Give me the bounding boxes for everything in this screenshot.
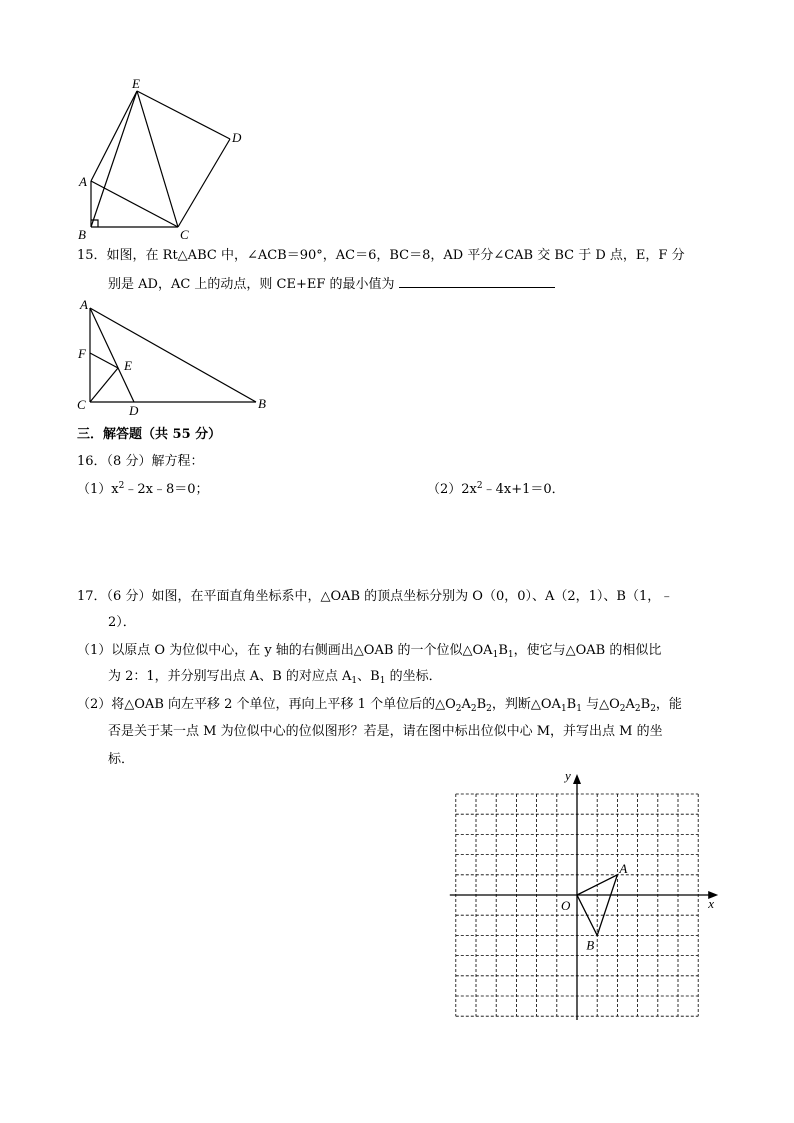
s: 2 <box>619 704 626 714</box>
s: 1 <box>379 676 386 686</box>
y-axis-arrow <box>573 774 581 784</box>
answer-blank[interactable] <box>399 275 555 288</box>
q16-p1-sup: 2 <box>118 481 125 491</box>
label-A: A <box>80 297 88 312</box>
q16-p2-post: ﹣4x+1＝0． <box>482 482 565 497</box>
coordinate-grid <box>448 770 728 1020</box>
t: ，判断△OA <box>491 697 561 712</box>
seg-AC <box>91 181 178 227</box>
figure-1 <box>70 72 260 242</box>
t: B <box>566 697 577 712</box>
q17-part2-line1 <box>77 696 682 714</box>
figure-2 <box>72 296 272 418</box>
q17-part2-line2: 否是关于某一点 M 为位似中心的位似图形？若是，请在图中标出位似中心 M，并写出点 M 的坐 <box>108 724 663 739</box>
label-A: A <box>79 174 87 189</box>
t: 为 2：1，并分别写出点 A、B 的对应点 A <box>108 669 352 684</box>
q16-part1 <box>77 481 209 499</box>
s: 2 <box>470 704 477 714</box>
q17-line2: 2）． <box>108 615 136 630</box>
s: 1 <box>507 650 514 660</box>
q17-line1: 17．（6 分）如图，在平面直角坐标系中，△OAB 的顶点坐标分别为 O（0，0）、A（2，1）、B（1，﹣ <box>77 589 674 604</box>
t: 的坐标． <box>385 669 442 684</box>
s: 2 <box>486 704 492 714</box>
q15-line2-text: 别是 AD，AC 上的动点，则 CE+EF 的最小值为 <box>108 277 395 292</box>
label-C: C <box>77 397 86 412</box>
q15-line2 <box>108 275 555 294</box>
s: 2 <box>650 704 656 714</box>
q16-p2-pre: （2）2x <box>427 482 477 497</box>
t: A <box>461 697 471 712</box>
origin-label: O <box>561 898 571 913</box>
q16-p2-sup: 2 <box>476 481 483 491</box>
t: B <box>640 697 651 712</box>
seg-FE <box>90 353 118 368</box>
seg-EB <box>91 91 137 227</box>
s: 1 <box>492 650 499 660</box>
seg-AE <box>91 91 137 181</box>
label-C: C <box>180 227 189 242</box>
t: （1）以原点 O 为位似中心，在 y 轴的右侧画出△OAB 的一个位似△OA <box>77 643 493 658</box>
s: 1 <box>560 704 567 714</box>
y-axis-label: y <box>565 770 571 783</box>
point-A-label: A <box>619 860 628 876</box>
t: ，能 <box>655 697 682 712</box>
t: （2）将△OAB 向左平移 2 个单位，再向上平移 1 个单位后的△O <box>77 697 456 712</box>
label-E: E <box>132 76 140 91</box>
q17-part1-line1 <box>77 642 661 660</box>
t: B <box>476 697 487 712</box>
seg-AD <box>90 308 134 402</box>
t: ，使它与△OAB 的相似比 <box>513 643 662 658</box>
label-E: E <box>124 358 132 373</box>
seg-CE <box>90 368 118 402</box>
s: 2 <box>455 704 462 714</box>
x-axis-label: x <box>708 896 714 911</box>
s: 1 <box>351 676 358 686</box>
label-D: D <box>129 403 139 418</box>
q17-part2-line3: 标． <box>108 752 135 767</box>
section-3-title: 三．解答题（共 55 分） <box>77 427 222 442</box>
s: 2 <box>634 704 641 714</box>
seg-ED <box>137 91 230 139</box>
seg-EC <box>137 91 178 227</box>
label-F: F <box>78 346 86 361</box>
q16-part2 <box>427 481 565 499</box>
seg-DC <box>178 139 230 227</box>
t: A <box>625 697 635 712</box>
s: 1 <box>576 704 582 714</box>
q16-p1-post: ﹣2x﹣8＝0； <box>124 482 209 497</box>
q16-stem: 16．（8 分）解方程： <box>77 454 204 469</box>
label-B: B <box>258 396 266 411</box>
q15-line1: 15．如图，在 Rt△ABC 中，∠ACB＝90°，AC＝6，BC＝8，AD 平分∠CAB 交 BC 于 D 点，E，F 分 <box>77 248 685 263</box>
t: B <box>498 643 508 658</box>
t: 、B <box>357 669 380 684</box>
label-D: D <box>232 130 242 145</box>
point-B-label: B <box>586 937 595 953</box>
q16-p1-pre: （1）x <box>77 482 119 497</box>
seg-AB <box>90 308 256 402</box>
label-B: B <box>78 227 86 242</box>
t: 与△O <box>581 697 620 712</box>
q17-part1-line2 <box>108 668 442 686</box>
